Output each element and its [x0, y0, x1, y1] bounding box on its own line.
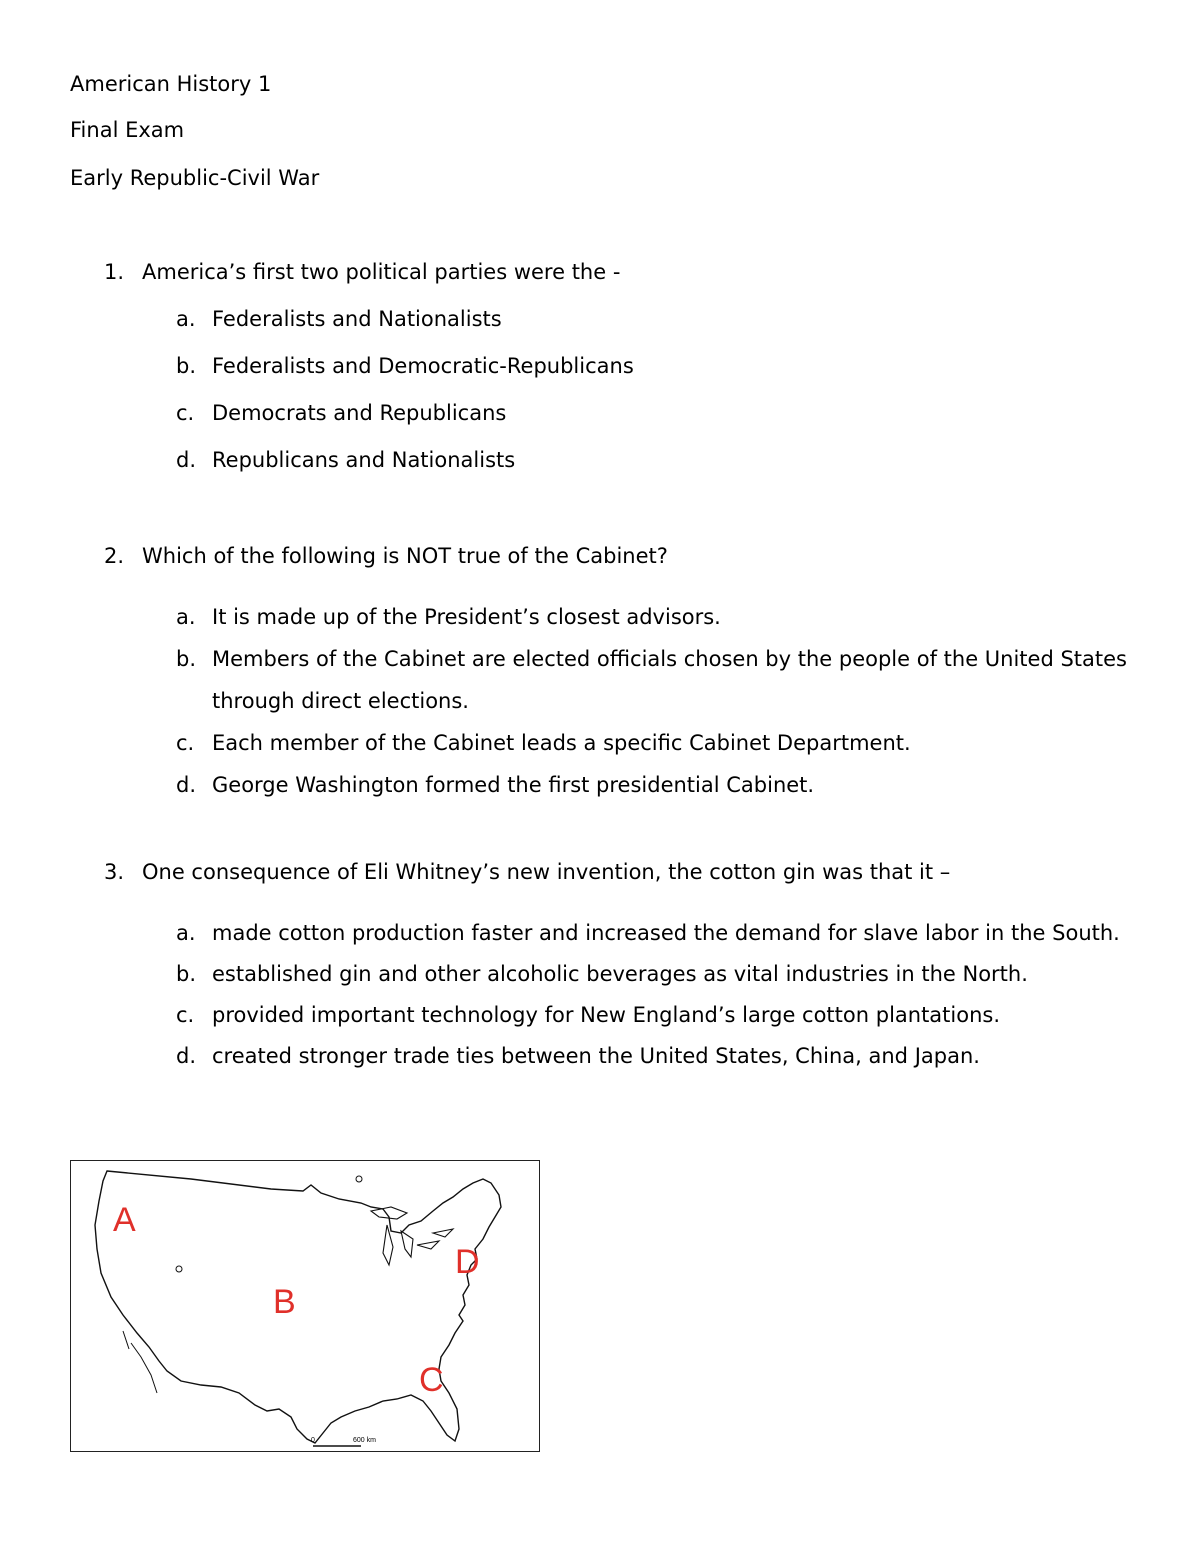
question-text: One consequence of Eli Whitney’s new invention, the cotton gin was that it – — [142, 860, 951, 884]
question-text: Which of the following is NOT true of the Cabinet? — [142, 544, 668, 568]
question-number: 3. — [104, 860, 125, 884]
exam-title: Final Exam — [70, 118, 185, 142]
question-2-option-d — [104, 764, 1144, 806]
option-letter: c. — [176, 731, 195, 755]
question-1-option-d — [104, 446, 1144, 474]
option-letter: d. — [176, 773, 197, 797]
option-letter: a. — [176, 605, 196, 629]
option-text: made cotton production faster and increased the demand for slave labor in the South. — [212, 921, 1120, 945]
question-2-option-a — [104, 596, 1144, 638]
question-text: America’s first two political parties were the - — [142, 260, 621, 284]
map-label-d: D — [455, 1243, 480, 1281]
scale-distance-label: 600 km — [353, 1437, 376, 1444]
island-mark-icon — [356, 1176, 362, 1182]
option-text: George Washington formed the first presidential Cabinet. — [212, 773, 815, 797]
option-letter: d. — [176, 1044, 197, 1068]
map-label-a: A — [113, 1201, 136, 1239]
lake-mark-icon — [176, 1266, 182, 1272]
course-title: American History 1 — [70, 72, 272, 96]
option-letter: b. — [176, 647, 197, 671]
option-text: created stronger trade ties between the United States, China, and Japan. — [212, 1044, 980, 1068]
question-1 — [104, 258, 1144, 474]
option-letter: d. — [176, 448, 197, 472]
us-map-svg — [71, 1161, 539, 1451]
question-3-stem — [104, 858, 1144, 886]
scale-zero-label: 0 — [311, 1437, 315, 1444]
map-label-c: C — [419, 1361, 444, 1399]
question-3-option-b — [104, 954, 1144, 995]
coast-detail-path — [123, 1331, 157, 1393]
unit-title: Early Republic-Civil War — [70, 166, 320, 190]
option-text: Federalists and Democratic-Republicans — [212, 354, 634, 378]
option-text: Each member of the Cabinet leads a specific Cabinet Department. — [212, 731, 911, 755]
option-text: provided important technology for New England’s large cotton plantations. — [212, 1003, 1001, 1027]
option-text: Members of the Cabinet are elected officials chosen by the people of the United States through direct elections. — [212, 647, 1127, 713]
option-text: Republicans and Nationalists — [212, 448, 516, 472]
question-1-option-c — [104, 399, 1144, 427]
question-number: 2. — [104, 544, 125, 568]
question-1-option-b — [104, 352, 1144, 380]
question-number: 1. — [104, 260, 125, 284]
option-letter: a. — [176, 307, 196, 331]
us-outline-map — [70, 1160, 540, 1452]
question-2-stem — [104, 542, 1144, 570]
option-letter: b. — [176, 354, 197, 378]
great-lakes-path — [371, 1207, 453, 1265]
question-2 — [104, 542, 1144, 806]
question-3-option-c — [104, 995, 1144, 1036]
option-text: Federalists and Nationalists — [212, 307, 502, 331]
option-text: Democrats and Republicans — [212, 401, 507, 425]
map-label-b: B — [273, 1283, 296, 1321]
us-outline-path — [95, 1171, 501, 1443]
question-1-option-a — [104, 305, 1144, 333]
question-1-stem — [104, 258, 1144, 286]
question-3-option-a — [104, 913, 1144, 954]
option-letter: b. — [176, 962, 197, 986]
option-text: established gin and other alcoholic beverages as vital industries in the North. — [212, 962, 1028, 986]
option-letter: c. — [176, 1003, 195, 1027]
question-3-option-d — [104, 1036, 1144, 1077]
question-3 — [104, 858, 1144, 1077]
option-letter: c. — [176, 401, 195, 425]
option-text: It is made up of the President’s closest advisors. — [212, 605, 721, 629]
option-letter: a. — [176, 921, 196, 945]
question-2-option-b — [104, 638, 1144, 722]
question-2-option-c — [104, 722, 1144, 764]
